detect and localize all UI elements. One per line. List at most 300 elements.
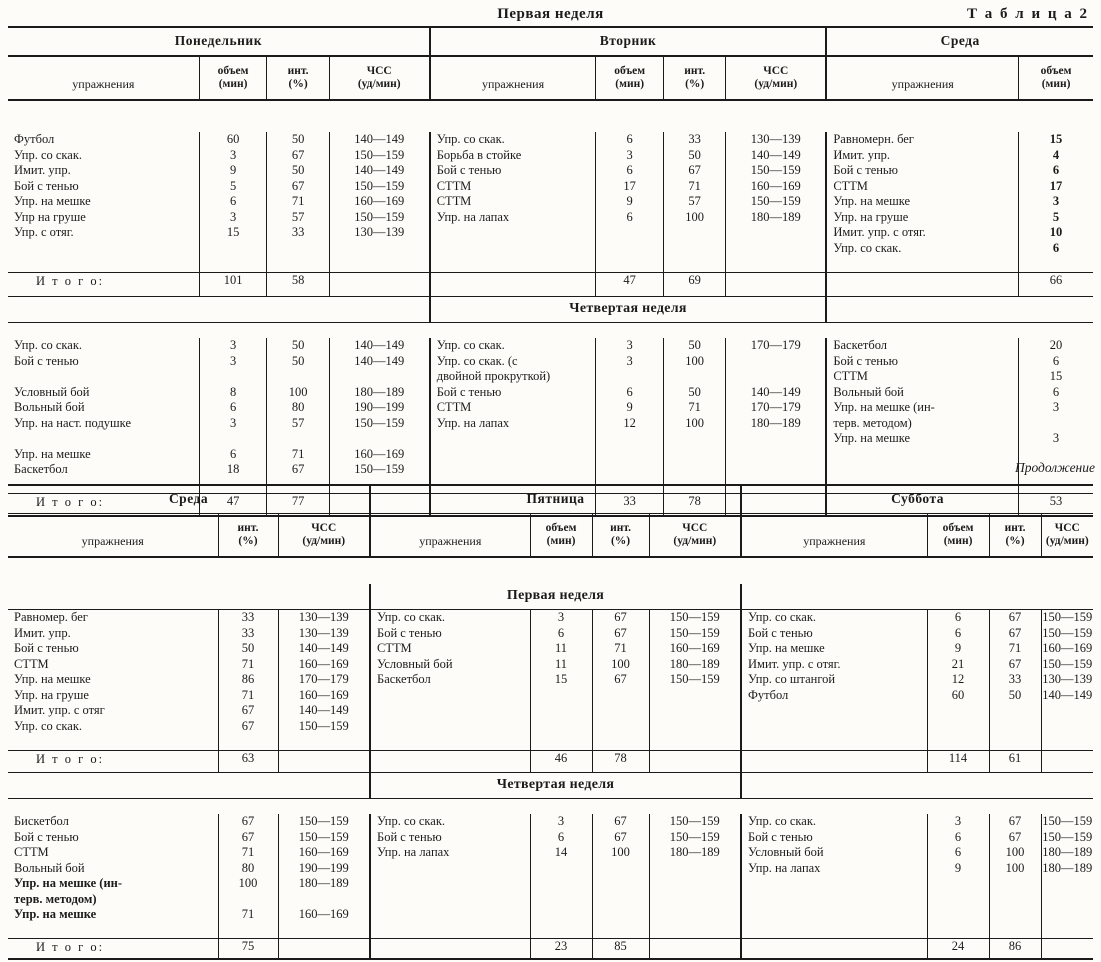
exercise-name: Имит. упр. <box>826 148 1018 164</box>
col-hr-saturday <box>1041 514 1093 558</box>
col-hr-line1: ЧСС <box>763 65 789 77</box>
exercise-name: Упр. на груше <box>14 687 89 702</box>
col-volume-friday <box>530 514 592 558</box>
intensity-value: 33 <box>664 132 726 148</box>
table-row <box>8 163 1093 179</box>
table-row <box>8 369 1093 385</box>
table-row <box>8 892 1093 908</box>
volume-value: 20 <box>1019 338 1093 354</box>
total-volume-friday: 46 <box>530 750 592 772</box>
volume-value: 6 <box>199 194 267 210</box>
exercise-name <box>370 861 530 877</box>
exercise-name: Упр. на мешке <box>14 907 97 921</box>
hr-value <box>1041 876 1093 892</box>
exercise-name <box>741 703 927 719</box>
volume-value: 9 <box>927 861 989 877</box>
hr-value: 160—169 <box>1042 641 1093 655</box>
exercise-name: Упр. со скак. <box>14 338 83 352</box>
exercise-name: Бой с тенью <box>14 353 79 368</box>
volume-value: 9 <box>927 641 989 657</box>
intensity-value: 67 <box>989 626 1041 642</box>
intensity-value: 71 <box>218 688 278 704</box>
col-volume-line2: (мин) <box>218 78 248 91</box>
hr-value: 150—159 <box>278 814 370 830</box>
table-row <box>8 845 1093 861</box>
volume-value <box>199 369 267 385</box>
bottom-column-header-row <box>8 514 1093 558</box>
hr-value: 150—159 <box>329 148 430 164</box>
hr-value: 150—159 <box>649 610 741 626</box>
table-row <box>8 672 1093 688</box>
hr-value: 140—149 <box>329 163 430 179</box>
table-row <box>8 703 1093 719</box>
table-row <box>8 241 1093 257</box>
bottom-table-body <box>8 584 1093 962</box>
col-volume-line2: (мин) <box>546 535 576 548</box>
exercise-name: Упр. на лапах <box>370 845 530 861</box>
exercise-name: Упр. со скак. (с <box>430 354 596 370</box>
exercise-name: Упр. с отяг. <box>14 225 74 239</box>
col-hr-line1: ЧСС <box>311 522 337 534</box>
exercise-name <box>8 369 199 385</box>
exercise-name: Упр. со скак. <box>14 147 83 162</box>
intensity-value: 86 <box>218 672 278 688</box>
exercise-name <box>370 719 530 735</box>
col-hr-line1: ЧСС <box>682 522 708 534</box>
intensity-value: 67 <box>592 814 649 830</box>
total-volume-wednesday: 53 <box>1019 494 1093 516</box>
col-intensity-line2: (%) <box>238 535 258 548</box>
hr-value: 180—189 <box>329 385 430 401</box>
col-volume-line2: (мин) <box>1041 78 1071 91</box>
exercise-name: Футбол <box>741 688 927 704</box>
volume-value: 3 <box>1019 400 1093 416</box>
volume-value: 3 <box>927 814 989 830</box>
col-hr-line1: ЧСС <box>366 65 392 77</box>
hr-value: 160—169 <box>329 447 430 463</box>
hr-value: 180—189 <box>278 876 370 892</box>
exercise-name: Имит. упр. <box>14 625 71 640</box>
table-number-label: Т а б л и ц а 2 <box>967 6 1089 22</box>
col-hr-line2: (уд/мин) <box>754 78 798 91</box>
intensity-value: 50 <box>664 148 726 164</box>
col-volume-tuesday <box>596 56 664 100</box>
hr-value: 180—189 <box>649 845 741 861</box>
volume-value: 12 <box>927 672 989 688</box>
total-intensity-wednesday: 63 <box>218 750 278 772</box>
hr-value <box>649 719 741 735</box>
exercise-name: Бой с тенью <box>741 830 927 846</box>
hr-value: 130—139 <box>278 626 370 642</box>
exercise-name: Вольный бой <box>14 400 85 414</box>
hr-value: 140—149 <box>329 132 430 148</box>
hr-value <box>649 703 741 719</box>
section-title-week4: Четвертая неделя <box>370 772 741 798</box>
exercise-name: Упр. со скак. <box>826 241 1018 257</box>
exercise-name <box>8 241 199 257</box>
volume-value <box>596 369 664 385</box>
intensity-value: 57 <box>267 210 329 226</box>
volume-value: 12 <box>596 416 664 432</box>
col-intensity-tuesday <box>664 56 726 100</box>
volume-value: 3 <box>530 610 592 626</box>
intensity-value <box>989 907 1041 923</box>
volume-value: 3 <box>199 354 267 370</box>
table-row <box>8 876 1093 892</box>
intensity-value: 67 <box>267 148 329 164</box>
total-volume-wednesday: 66 <box>1019 272 1093 296</box>
exercise-name: СТТМ <box>430 194 596 210</box>
exercise-name: Бой с тенью <box>826 163 1018 179</box>
total-hr-saturday <box>1041 939 1093 959</box>
intensity-value: 71 <box>218 845 278 861</box>
volume-value: 6 <box>1019 241 1093 257</box>
intensity-value <box>989 876 1041 892</box>
hr-value: 140—149 <box>278 703 370 719</box>
col-hr-line2: (уд/мин) <box>357 78 401 91</box>
col-hr-line2: (уд/мин) <box>673 535 717 548</box>
total-hr-wednesday <box>278 939 370 959</box>
exercise-name: Баскетбол <box>826 338 1018 354</box>
totals-spacer-saturday <box>741 939 927 959</box>
hr-value <box>726 447 827 463</box>
totals-label: И т о г о: <box>36 751 105 766</box>
hr-value: 160—169 <box>649 641 741 657</box>
total-intensity-friday: 85 <box>592 939 649 959</box>
exercise-name: Упр. на лапах <box>430 210 596 226</box>
exercise-name: Вольный бой <box>826 385 1018 401</box>
hr-value: 130—139 <box>329 225 430 241</box>
exercise-name: Упр. со скак. <box>430 132 596 148</box>
exercise-name: Имит. упр. с отяг. <box>741 657 927 673</box>
volume-value: 6 <box>530 830 592 846</box>
exercise-name: Бой с тенью <box>370 830 530 846</box>
hr-value: 180—189 <box>1042 860 1093 875</box>
hr-value <box>329 241 430 257</box>
hr-value <box>726 225 827 241</box>
col-volume-saturday <box>927 514 989 558</box>
volume-value: 60 <box>927 688 989 704</box>
hr-value: 150—159 <box>726 163 827 179</box>
intensity-value <box>989 703 1041 719</box>
volume-value <box>530 719 592 735</box>
exercise-name <box>430 447 596 463</box>
total-volume-saturday: 114 <box>927 750 989 772</box>
hr-value: 150—159 <box>1042 610 1093 624</box>
total-volume-saturday: 24 <box>927 939 989 959</box>
hr-value: 150—159 <box>649 672 741 688</box>
table-row <box>8 354 1093 370</box>
hr-value: 160—169 <box>278 688 370 704</box>
exercise-name: Упр. на мешке <box>741 641 927 657</box>
intensity-value: 50 <box>267 338 329 354</box>
intensity-value: 50 <box>989 688 1041 704</box>
exercise-name: Бискетбол <box>14 814 69 828</box>
intensity-value <box>592 688 649 704</box>
exercise-name <box>370 688 530 704</box>
exercise-name: Имит. упр. <box>14 163 71 177</box>
exercise-name: Упр. на мешке <box>14 194 91 208</box>
volume-value: 6 <box>1019 163 1093 179</box>
continuation-note: Продолжение <box>1014 460 1095 475</box>
total-intensity-tuesday: 69 <box>664 272 726 296</box>
table-row <box>8 447 1093 463</box>
page-title: Первая неделя <box>497 6 604 22</box>
col-volume-line1: объем <box>217 65 249 77</box>
table-row <box>8 132 1093 148</box>
volume-value <box>530 861 592 877</box>
volume-value: 6 <box>927 830 989 846</box>
volume-value <box>927 719 989 735</box>
total-intensity-monday: 58 <box>267 272 329 296</box>
intensity-value: 71 <box>664 400 726 416</box>
col-intensity-friday <box>592 514 649 558</box>
table-row <box>8 322 1093 338</box>
intensity-value: 57 <box>664 194 726 210</box>
exercise-name: Условный бой <box>370 657 530 673</box>
table-row <box>8 688 1093 704</box>
intensity-value <box>218 892 278 908</box>
col-intensity-line1: инт. <box>684 65 706 77</box>
exercise-name: Упр. на лапах <box>741 861 927 877</box>
table-row <box>8 462 1093 478</box>
intensity-value <box>989 719 1041 735</box>
table-row <box>8 225 1093 241</box>
exercise-name <box>741 876 927 892</box>
section-title-row <box>8 584 1093 610</box>
exercise-name: Упр. со скак. <box>370 610 530 626</box>
table-row <box>8 830 1093 846</box>
top-table-column-header-row <box>8 56 1093 100</box>
exercise-name: Упр. на лапах <box>430 416 596 432</box>
bottom-rule-row <box>8 959 1093 962</box>
hr-value <box>649 861 741 877</box>
day-header-friday: Пятница <box>370 485 741 514</box>
exercise-name: Имит. упр. с отяг <box>14 703 105 717</box>
table-row <box>8 338 1093 354</box>
table-row <box>8 798 1093 814</box>
intensity-value: 33 <box>218 610 278 626</box>
hr-value: 140—149 <box>329 354 430 370</box>
total-intensity-friday: 78 <box>592 750 649 772</box>
volume-value <box>530 892 592 908</box>
hr-value: 170—179 <box>726 338 827 354</box>
exercise-name: СТТМ <box>430 179 596 195</box>
exercise-name: Бой с тенью <box>14 178 79 193</box>
exercise-name: Упр на груше <box>14 209 86 224</box>
total-hr-friday <box>649 750 741 772</box>
exercise-name: Упр. со скак. <box>370 814 530 830</box>
col-exercises-tuesday: упражнения <box>430 56 596 100</box>
intensity-value <box>664 431 726 447</box>
volume-value: 6 <box>927 845 989 861</box>
hr-value <box>649 892 741 908</box>
col-hr-line2: (уд/мин) <box>302 535 346 548</box>
volume-value: 6 <box>596 385 664 401</box>
exercise-name: Упр. на наст. подушке <box>14 415 131 430</box>
intensity-value: 67 <box>989 657 1041 673</box>
exercise-name: Упр. на мешке <box>826 431 1018 447</box>
exercise-name: СТТМ <box>826 179 1018 195</box>
table-row <box>8 626 1093 642</box>
col-intensity-line1: инт. <box>610 522 631 534</box>
col-hr-monday <box>329 56 430 100</box>
table-row <box>8 657 1093 673</box>
table-row <box>8 861 1093 877</box>
volume-value: 6 <box>927 626 989 642</box>
intensity-value: 71 <box>218 907 278 923</box>
intensity-value: 50 <box>664 338 726 354</box>
hr-value <box>649 688 741 704</box>
volume-value: 3 <box>199 416 267 432</box>
exercise-name: терв. методом) <box>14 891 97 906</box>
exercise-name: Упр. на груше <box>826 210 1018 226</box>
hr-value: 190—199 <box>329 400 430 416</box>
exercise-name: Упр. со скак. <box>14 718 83 733</box>
separator-row <box>8 256 1093 272</box>
intensity-value: 80 <box>267 400 329 416</box>
hr-value: 140—149 <box>726 148 827 164</box>
intensity-value: 67 <box>989 814 1041 830</box>
col-exercises-saturday: упражнения <box>741 514 927 558</box>
volume-value: 15 <box>1019 132 1093 148</box>
volume-value <box>199 431 267 447</box>
hr-value <box>726 462 827 478</box>
hr-value <box>329 369 430 385</box>
hr-value: 140—149 <box>1042 687 1093 702</box>
hr-value: 150—159 <box>1042 814 1093 828</box>
table-row <box>8 385 1093 401</box>
volume-value: 6 <box>1019 385 1093 401</box>
total-hr-monday <box>329 272 430 296</box>
day-header-wednesday: Среда <box>8 485 370 514</box>
intensity-value: 67 <box>218 703 278 719</box>
totals-row <box>8 939 1093 959</box>
col-intensity-monday <box>267 56 329 100</box>
intensity-value <box>592 907 649 923</box>
hr-value: 160—169 <box>278 907 370 923</box>
col-intensity-line2: (%) <box>685 78 705 91</box>
day-header-wednesday: Среда <box>826 27 1093 56</box>
bottom-body-block <box>8 584 1093 962</box>
table-row <box>8 641 1093 657</box>
table-row <box>8 416 1093 432</box>
separator-row <box>8 923 1093 939</box>
col-hr-friday <box>649 514 741 558</box>
intensity-value <box>592 703 649 719</box>
volume-value: 6 <box>596 132 664 148</box>
hr-value: 130—139 <box>1042 672 1093 686</box>
exercise-name: Условный бой <box>741 845 927 861</box>
volume-value: 5 <box>1019 210 1093 226</box>
exercise-name: Упр. на мешке <box>14 672 91 686</box>
exercise-name <box>430 225 596 241</box>
intensity-value <box>267 241 329 257</box>
volume-value: 3 <box>596 338 664 354</box>
exercise-name <box>741 892 927 908</box>
hr-value: 150—159 <box>726 194 827 210</box>
exercise-name <box>370 876 530 892</box>
exercise-name <box>370 892 530 908</box>
exercise-name: Вольный бой <box>14 860 85 875</box>
intensity-value <box>592 861 649 877</box>
exercise-name: СТТМ <box>826 369 1018 385</box>
col-volume-monday <box>199 56 267 100</box>
total-hr-wednesday <box>278 750 370 772</box>
total-intensity-saturday: 86 <box>989 939 1041 959</box>
intensity-value: 67 <box>267 179 329 195</box>
intensity-value: 33 <box>989 672 1041 688</box>
separator-row <box>8 734 1093 750</box>
exercise-name <box>430 462 596 478</box>
top-table-day-header-row <box>8 27 1093 56</box>
total-volume-tuesday: 33 <box>596 494 664 516</box>
volume-value: 6 <box>927 610 989 626</box>
exercise-name: Равномер. бег <box>14 610 88 624</box>
top-table <box>8 26 1093 101</box>
volume-value <box>927 876 989 892</box>
hr-value: 150—159 <box>278 830 370 846</box>
hr-value: 150—159 <box>329 179 430 195</box>
volume-value: 3 <box>1019 194 1093 210</box>
intensity-value: 67 <box>218 830 278 846</box>
intensity-value <box>267 369 329 385</box>
volume-value <box>530 688 592 704</box>
total-hr-tuesday <box>726 272 827 296</box>
intensity-value <box>989 892 1041 908</box>
col-intensity-line2: (%) <box>288 78 308 91</box>
hr-value: 150—159 <box>649 814 741 830</box>
volume-value <box>530 907 592 923</box>
col-intensity-line2: (%) <box>1005 535 1025 548</box>
volume-value: 3 <box>596 354 664 370</box>
hr-value <box>649 907 741 923</box>
hr-value: 130—139 <box>278 610 370 626</box>
intensity-value: 67 <box>989 610 1041 626</box>
col-volume-line1: объем <box>1040 65 1072 77</box>
col-volume-line1: объем <box>614 65 646 77</box>
bottom-day-header-row <box>8 485 1093 514</box>
top-week1-table <box>8 132 1093 519</box>
exercise-name <box>741 719 927 735</box>
intensity-value: 67 <box>664 163 726 179</box>
exercise-name: Упр. на мешке (ин- <box>14 876 123 890</box>
intensity-value: 100 <box>267 385 329 401</box>
total-volume-tuesday: 47 <box>596 272 664 296</box>
volume-value: 11 <box>530 657 592 673</box>
exercise-name <box>430 431 596 447</box>
col-intensity-line1: инт. <box>237 522 259 534</box>
day-header-monday: Понедельник <box>8 27 430 56</box>
day-header-tuesday: Вторник <box>430 27 827 56</box>
totals-spacer-friday <box>370 750 530 772</box>
volume-value: 15 <box>1019 369 1093 385</box>
section-title-week4: Четвертая неделя <box>430 296 827 322</box>
hr-value: 150—159 <box>1042 656 1093 671</box>
volume-value <box>596 462 664 478</box>
hr-value: 180—189 <box>649 657 741 673</box>
intensity-value <box>267 431 329 447</box>
exercise-name: Упр. на мешке (ин- <box>826 400 1018 416</box>
volume-value: 11 <box>530 641 592 657</box>
hr-value: 160—169 <box>329 194 430 210</box>
table-row <box>8 907 1093 923</box>
intensity-value: 67 <box>592 626 649 642</box>
exercise-name: Равномерн. бег <box>826 132 1018 148</box>
hr-value: 170—179 <box>278 672 370 688</box>
intensity-value <box>664 447 726 463</box>
intensity-value: 71 <box>664 179 726 195</box>
